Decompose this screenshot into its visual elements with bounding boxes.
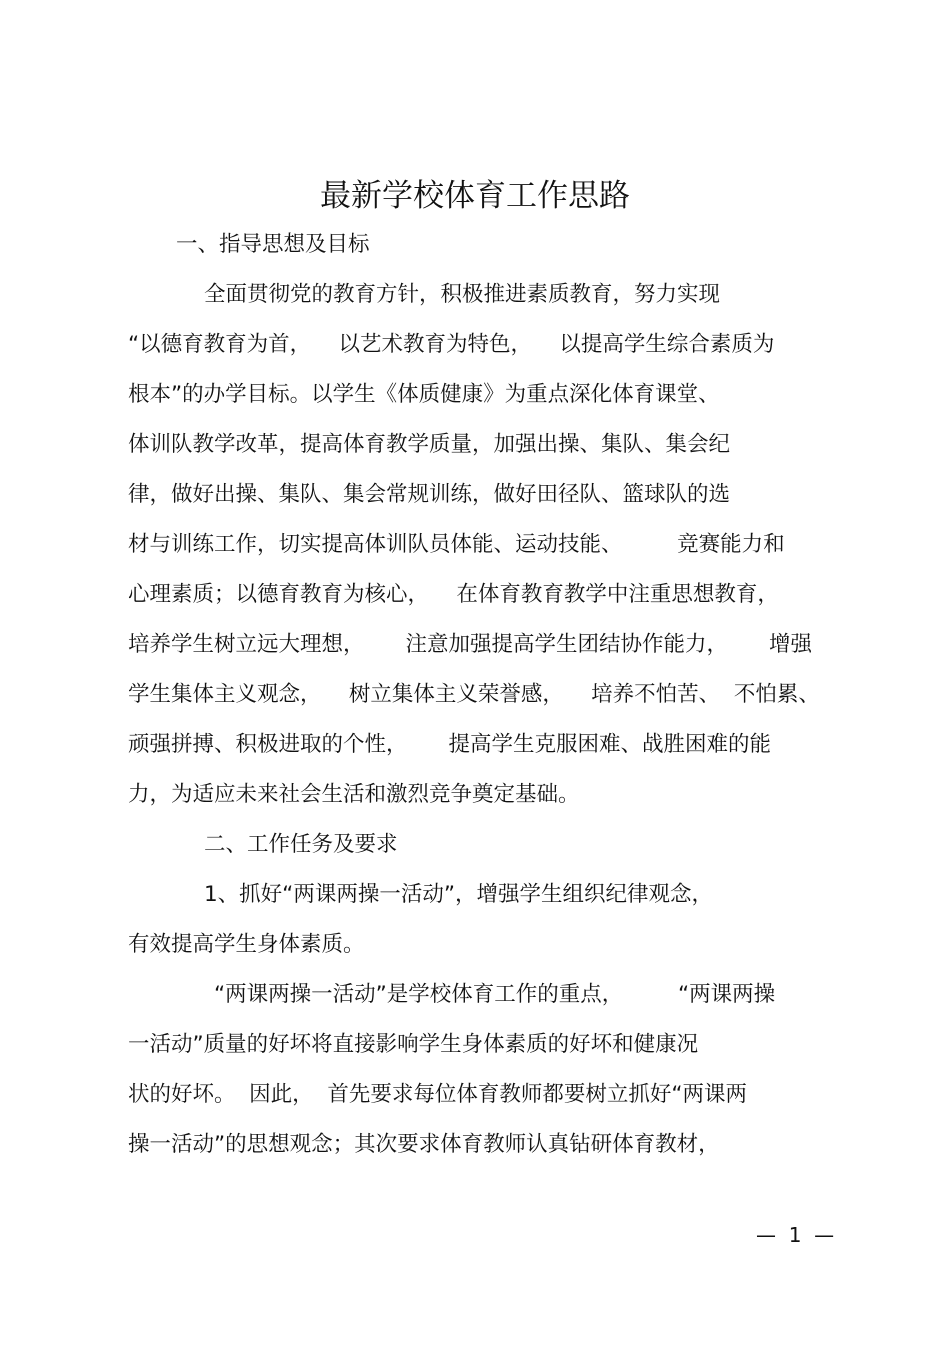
paragraph-line: 学生集体主义观念， 树立集体主义荣誉感， 培养不怕苦、 不怕累、: [128, 682, 820, 707]
paragraph-line: 力，为适应未来社会生活和激烈竞争奠定基础。: [128, 782, 580, 807]
paragraph-line: 根本”的办学目标。以学生《体质健康》为重点深化体育课堂、: [128, 382, 720, 407]
paragraph-line: 1、抓好“两课两操一活动”，增强学生组织纪律观念，: [204, 882, 713, 907]
page-number: — 1 —: [756, 1223, 835, 1247]
paragraph-line: “两课两操一活动”是学校体育工作的重点， “两课两操: [214, 982, 776, 1007]
paragraph-line: 体训队教学改革，提高体育教学质量，加强出操、集队、集会纪: [128, 432, 731, 457]
heading-tasks-requirements: 二、工作任务及要求: [204, 832, 398, 857]
paragraph-line: 顽强拼搏、积极进取的个性， 提高学生克服困难、战胜困难的能: [128, 732, 772, 757]
paragraph-line: 材与训练工作，切实提高体训队员体能、运动技能、 竞赛能力和: [128, 532, 785, 557]
paragraph-line: 操一活动”的思想观念；其次要求体育教师认真钻研体育教材，: [128, 1132, 720, 1157]
paragraph-line: 一活动”质量的好坏将直接影响学生身体素质的好坏和健康况: [128, 1032, 699, 1057]
paragraph-line: “以德育教育为首， 以艺术教育为特色， 以提高学生综合素质为: [128, 332, 775, 357]
paragraph-line: 有效提高学生身体素质。: [128, 932, 365, 957]
paragraph-line: 律，做好出操、集队、集会常规训练，做好田径队、篮球队的选: [128, 482, 731, 507]
paragraph-line: 全面贯彻党的教育方针，积极推进素质教育，努力实现: [204, 282, 721, 307]
paragraph-line: 心理素质；以德育教育为核心， 在体育教育教学中注重思想教育，: [128, 582, 779, 607]
heading-guiding-ideas: 一、指导思想及目标: [176, 232, 370, 257]
paragraph-line: 状的好坏。 因此， 首先要求每位体育教师都要树立抓好“两课两: [128, 1082, 747, 1107]
document-title: 最新学校体育工作思路: [320, 178, 630, 214]
paragraph-line: 培养学生树立远大理想， 注意加强提高学生团结协作能力， 增强: [128, 632, 813, 657]
